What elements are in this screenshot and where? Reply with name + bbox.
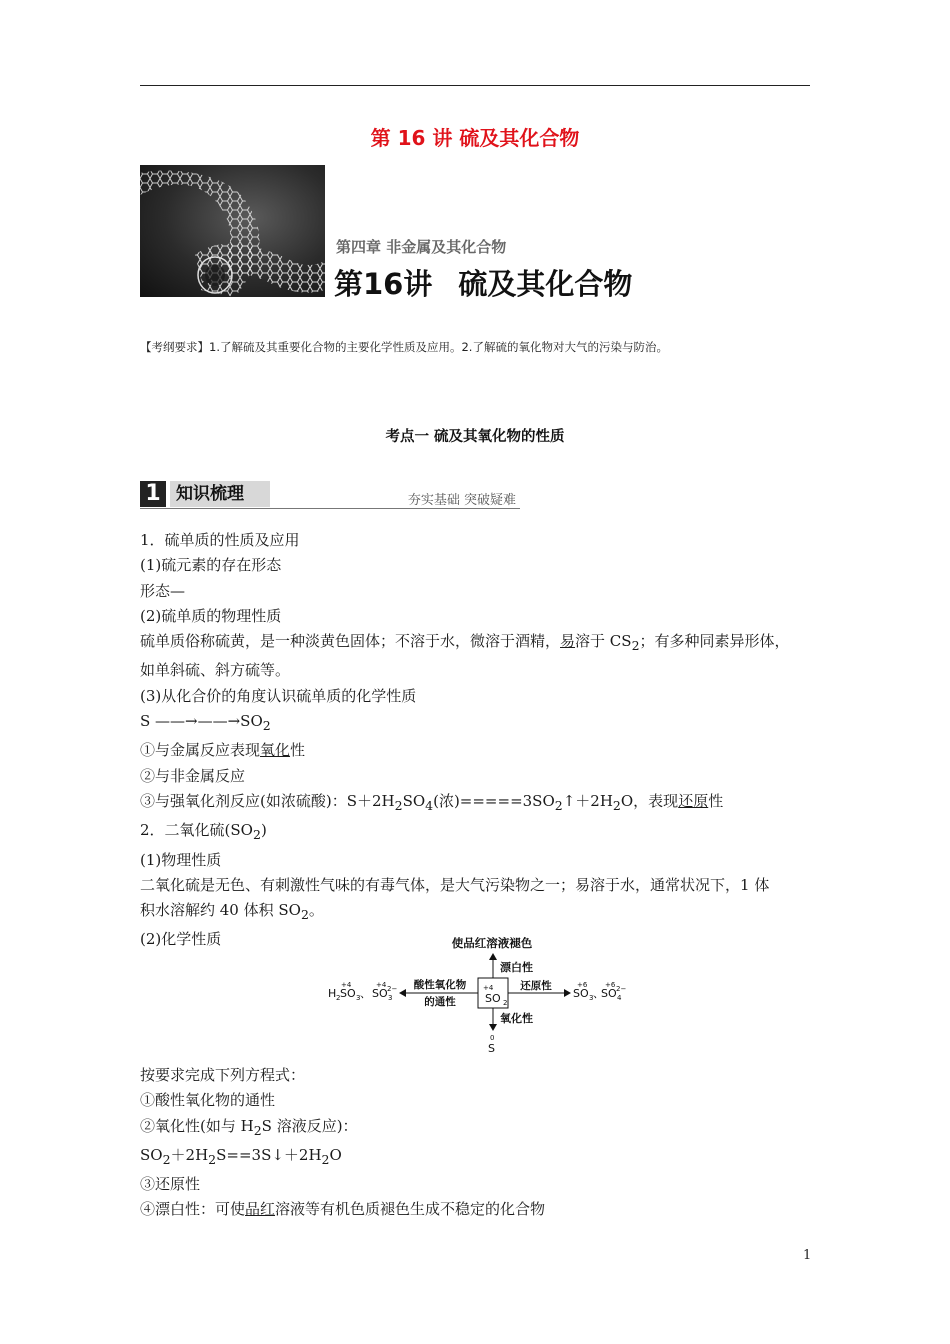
lecture-name: 硫及其化合物 (458, 267, 633, 301)
down-arrow-head (489, 1024, 497, 1031)
left-valence-1: +4 (341, 981, 352, 989)
lecture-number: 第16讲 (334, 267, 433, 301)
subscript: 2 (208, 1151, 217, 1167)
text: ＋2H (170, 1145, 209, 1164)
content-line: ③还原性 (140, 1175, 201, 1194)
right-separator: 、 (593, 987, 604, 1000)
content-line (140, 1114, 830, 1143)
content-line: (1)物理性质 (140, 850, 222, 869)
content-line: 形态— (140, 581, 186, 600)
content-line: ②与非金属反应 (140, 766, 246, 785)
content-line (140, 898, 830, 927)
text: 积水溶解约 40 体积 SO (140, 901, 301, 920)
text: O，表现 (620, 791, 679, 810)
text: 溶于 CS (575, 632, 632, 651)
subscript: 2 (162, 1151, 171, 1167)
bleach-label: 漂白性 (500, 961, 533, 974)
text: 性 (708, 791, 724, 810)
text: O (329, 1145, 342, 1164)
text: SO (140, 1145, 163, 1164)
text: ④漂白性：可使 (140, 1200, 246, 1219)
content-line (140, 709, 830, 738)
content-line (140, 1197, 830, 1222)
content-line: 如单斜硫、斜方硫等。 (140, 661, 291, 680)
header-rule (140, 85, 810, 86)
section-heading: 考点一 硫及其氧化物的性质 (385, 429, 565, 445)
so2-properties-diagram (320, 930, 630, 1058)
text: S 溶液反应)： (261, 1116, 358, 1135)
text: ；有多种同素异形体， (639, 632, 790, 651)
text: ↑＋2H (562, 791, 613, 810)
fullerene-nanotube-image (140, 165, 325, 297)
chapter-label: 第四章 非金属及其化合物 (336, 238, 507, 256)
left-arrow-head (399, 989, 406, 997)
content-line (140, 629, 830, 658)
oxidation-label: 氧化性 (500, 1012, 533, 1025)
page-title: 第 16 讲 硫及其化合物 (370, 126, 580, 150)
subscript: 2 (612, 797, 621, 813)
subscript: 2 (262, 718, 271, 734)
content-line (140, 738, 830, 763)
text: 性 (290, 741, 306, 760)
content-line: ①酸性氧化物的通性 (140, 1091, 276, 1110)
right-arrow-head (564, 989, 571, 997)
right-valence-1: +6 (577, 981, 588, 989)
knowledge-subtitle: 夯实基础 突破疑难 (407, 493, 516, 508)
text: 2．二氧化硫(SO (140, 821, 253, 840)
right-valence-2: +6 (605, 981, 616, 989)
bottom-formula: S (488, 1042, 495, 1055)
lecture-title (334, 262, 632, 303)
subscript: 2 (253, 1122, 262, 1138)
underlined-answer: 氧化 (260, 741, 291, 760)
left-sub-h: 2 (336, 994, 341, 1002)
text: ) (260, 821, 267, 840)
knowledge-number: 1 (140, 481, 166, 507)
content-line (140, 789, 830, 818)
content-line (140, 1143, 830, 1172)
acid-label-1: 酸性氧化物 (413, 979, 467, 991)
subscript: 2 (631, 638, 640, 654)
up-arrow-head (489, 953, 497, 960)
page-number: 1 (803, 1248, 812, 1263)
content-line: (2)硫单质的物理性质 (140, 606, 282, 625)
content-line: (3)从化合价的角度认识硫单质的化学性质 (140, 686, 417, 705)
text: 溶液等有机色质褪色生成不稳定的化合物 (275, 1200, 546, 1219)
left-sulfite-sub: 3 (388, 994, 393, 1002)
underlined-answer: 还原 (678, 791, 709, 810)
text: ①与金属反应表现 (140, 741, 261, 760)
center-subscript: 2 (503, 999, 508, 1007)
content-line: 按要求完成下列方程式： (140, 1066, 306, 1084)
text: (浓)=====3SO (433, 791, 555, 810)
left-valence-2: +4 (376, 981, 387, 989)
text: 硫单质俗称硫黄，是一种淡黄色固体；不溶于水，微溶于酒精， (140, 632, 561, 651)
right-sub-3: 3 (589, 994, 594, 1002)
left-sulfite: SO (372, 987, 388, 1000)
underlined-answer: 品红 (245, 1200, 276, 1219)
knowledge-label: 知识梳理 (170, 481, 270, 507)
top-label: 使品红溶液褪色 (451, 936, 533, 950)
left-sulfite-charge: 2− (387, 985, 398, 993)
reduction-label: 还原性 (520, 980, 552, 992)
center-valence: +4 (483, 984, 494, 992)
underlined-answer: 易 (560, 632, 576, 651)
text: ②氧化性(如与 H (140, 1116, 254, 1135)
text: S ——→——→SO (140, 712, 263, 731)
text: ③与强氧化剂反应(如浓硫酸)：S＋2H (140, 791, 395, 810)
content-line: (2)化学性质 (140, 930, 222, 949)
left-formula-so: SO (340, 987, 356, 1000)
right-sulfate-charge: 2− (616, 985, 627, 993)
content-block-1 (140, 528, 830, 953)
knowledge-rule (140, 508, 520, 509)
content-line: (1)硫元素的存在形态 (140, 556, 282, 575)
so2-diagram-svg (320, 930, 630, 1058)
text: S==3S↓＋2H (216, 1145, 322, 1164)
subscript: 2 (321, 1151, 330, 1167)
left-sub-3: 3 (356, 994, 361, 1002)
subscript: 2 (554, 797, 563, 813)
left-separator: 、 (360, 987, 371, 1000)
content-block-2 (140, 1063, 830, 1223)
text: 。 (308, 901, 324, 920)
acid-label-2: 的通性 (424, 996, 456, 1008)
knowledge-bar (140, 481, 520, 511)
syllabus-text: 1.了解硫及其重要化合物的主要化学性质及应用。2.了解硫的氧化物对大气的污染与防治。 (209, 340, 668, 354)
right-sulfate: SO (601, 987, 617, 1000)
bottom-valence: 0 (490, 1034, 495, 1042)
subscript: 4 (425, 797, 434, 813)
center-formula: SO (485, 992, 501, 1005)
subscript: 2 (300, 907, 309, 923)
nanotube-illustration (140, 165, 325, 297)
syllabus-requirements (140, 339, 668, 355)
text: SO (402, 791, 426, 810)
content-line (140, 818, 830, 847)
left-formula-h: H (328, 987, 337, 1000)
content-line: 二氧化硫是无色、有刺激性气味的有毒气体，是大气污染物之一；易溶于水，通常状况下，1 体 (140, 875, 770, 894)
right-sulfate-sub: 4 (617, 994, 622, 1002)
syllabus-label: 【考纲要求】 (140, 340, 209, 354)
content-line: 1．硫单质的性质及应用 (140, 531, 300, 549)
right-formula-so3: SO (573, 987, 589, 1000)
subscript: 2 (394, 797, 403, 813)
subscript: 2 (252, 827, 261, 843)
